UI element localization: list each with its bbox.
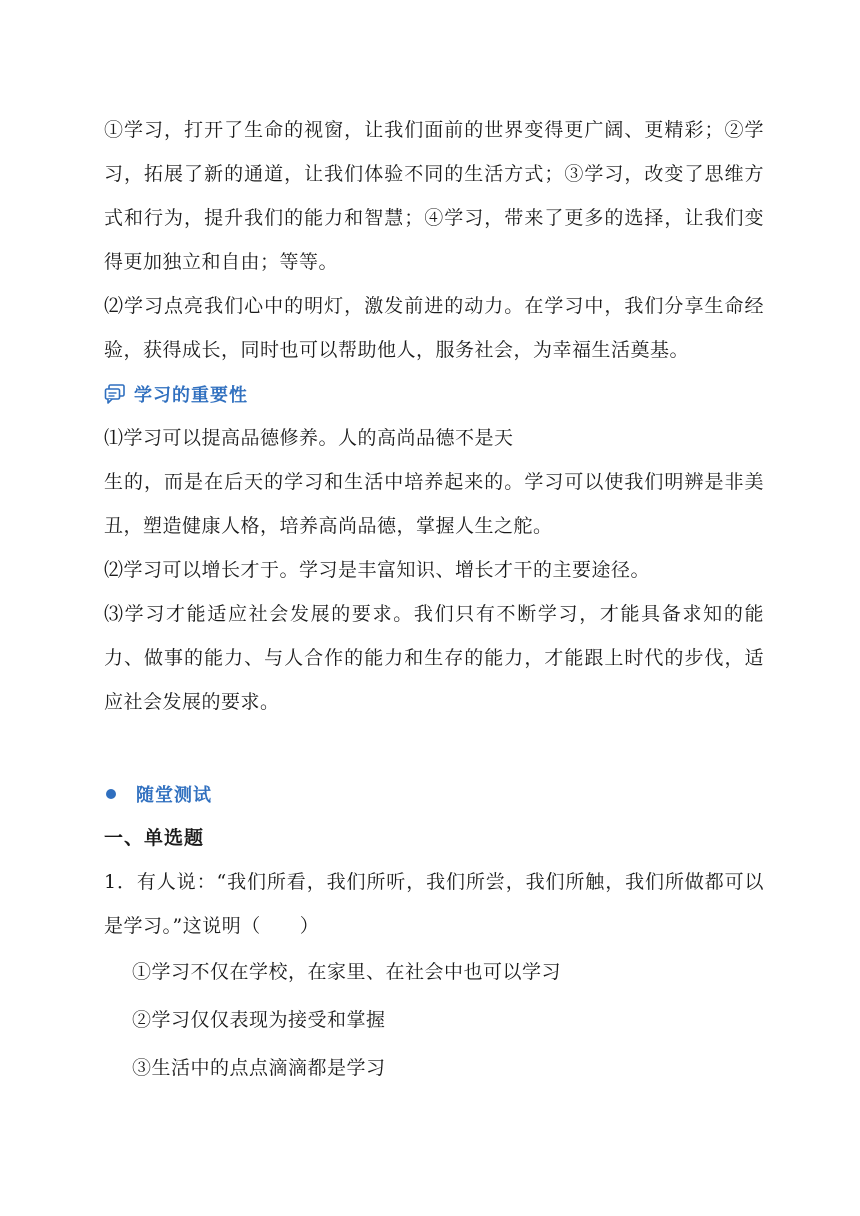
quiz-heading xyxy=(104,772,764,816)
quiz-heading-text: 随堂测试 xyxy=(136,785,212,806)
importance-point-2: ⑵学习可以增长才于。学习是丰富知识、增长才干的主要途径。 xyxy=(104,559,651,581)
speech-bubble-icon xyxy=(104,383,126,405)
part-title: 一、单选题 xyxy=(104,827,205,849)
bullet-dot-icon xyxy=(106,789,116,799)
importance-heading xyxy=(104,372,764,416)
importance-point-1-rest: 生的，而是在后天的学习和生活中培养起来的。学习可以使我们明辨是非美丑，塑造健康人格，培养高尚品德，掌握人生之舵。 xyxy=(104,471,764,537)
importance-heading-text: 学习的重要性 xyxy=(134,385,248,406)
intro-paragraph-2: ⑵学习点亮我们心中的明灯，激发前进的动力。在学习中，我们分享生命经验，获得成长，同时也可以帮助他人，服务社会，为幸福生活奠基。 xyxy=(104,295,764,361)
importance-point-3: ⑶学习才能适应社会发展的要求。我们只有不断学习，才能具备求知的能力、做事的能力、与人合作的能力和生存的能力，才能跟上时代的步伐，适应社会发展的要求。 xyxy=(104,603,764,713)
question-1-option-1: ①学习不仅在学校，在家里、在社会中也可以学习 xyxy=(132,961,562,983)
question-1: 1．有人说：“我们所看，我们所听，我们所尝，我们所触，我们所做都可以是学习。”这说明（ ） xyxy=(104,871,764,937)
question-1-option-2: ②学习仅仅表现为接受和掌握 xyxy=(132,1009,386,1031)
importance-point-1-line-1: ⑴学习可以提高品德修养。人的高尚品德不是天 xyxy=(104,427,514,449)
section-spacer xyxy=(104,724,764,772)
intro-paragraph-1: ①学习，打开了生命的视窗，让我们面前的世界变得更广阔、更精彩；②学习，拓展了新的通道，让我们体验不同的生活方式；③学习，改变了思维方式和行为，提升我们的能力和智慧；④学习，带来了更多的选择，让我们变得更加独立和自由；等等。 xyxy=(104,119,764,273)
document-page xyxy=(104,108,764,1094)
question-1-option-3: ③生活中的点点滴滴都是学习 xyxy=(132,1057,386,1079)
